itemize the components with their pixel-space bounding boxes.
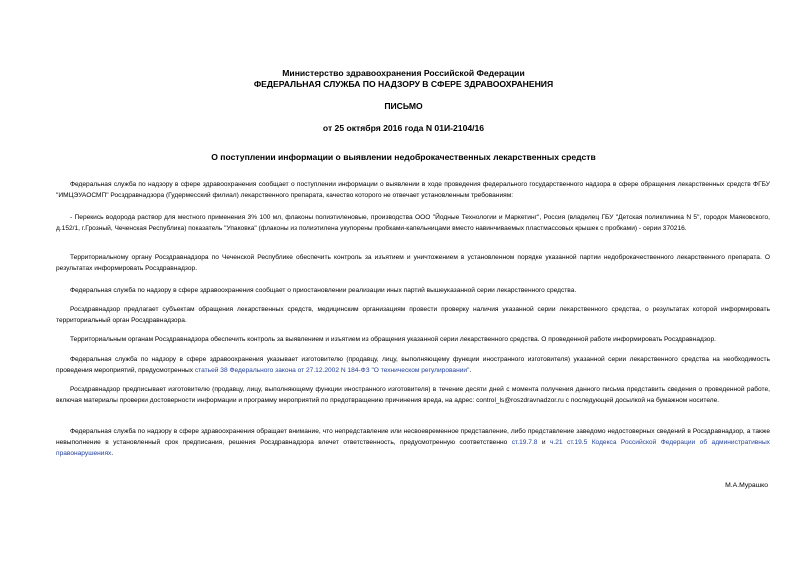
paragraph-9-text: Федеральная служба по надзору в сфере здравоохранения обращает внимание, что непредставление или несвоевременное представление, либо представление заведомо недостоверных сведений в Росздравнадзор, а также невыполнение в установленный срок предписания, решения Росздравнадзора влечет ответственность, предусмотренную соответственно xyxy=(56,428,770,446)
paragraph-7-end: . xyxy=(469,367,472,374)
ministry-name: Министерство здравоохранения Российской Федерации xyxy=(282,68,525,78)
paragraph-3: Территориальному органу Росздравнадзора по Чеченской Республике обеспечить контроль за изъятием и уничтожением в установленном порядке указанной партии недоброкачественного лекарственного препарата. О результатах информировать Росздравнадзор. xyxy=(56,254,770,272)
administrative-code-link[interactable]: ч.21 ст.19.5 Кодекса Российской Федерации об административных правонарушениях xyxy=(56,439,770,457)
paragraph-6: Территориальным органам Росздравнадзора обеспечить контроль за выявлением и изъятием из обращения указанной серии лекарственного средства. О проведенной работе информировать Росздравнадзор. xyxy=(70,336,716,343)
paragraph-4: Федеральная служба по надзору в сфере здравоохранения сообщает о приостановлении реализации иных партий вышеуказанной серии лекарственного средства. xyxy=(70,287,577,294)
paragraph-9 xyxy=(56,426,770,459)
paragraph-9-mid: и xyxy=(537,439,550,446)
document-subject: О поступлении информации о выявлении недоброкачественных лекарственных средств xyxy=(211,152,596,162)
paragraph-9-end: . xyxy=(111,450,114,457)
document-date-number: от 25 октября 2016 года N 01И-2104/16 xyxy=(322,123,485,133)
federal-law-184-link[interactable]: статьей 38 Федерального закона от 27.12.2002 N 184-ФЗ "О техническом регулировании" xyxy=(194,367,470,374)
paragraph-7 xyxy=(56,354,770,376)
paragraph-2: - Перекись водорода раствор для местного применения 3% 100 мл, флаконы полиэтиленовые, производства ООО "Йодные Технологии и Маркетинг", Россия (владелец ГБУ "Детская поликлиника N 5", городок Маяковского, д.152/1, г.Грозный, Чеченская Республика) показатель "Упаковка" (флаконы из полиэтилена укупорены пробками-капельницами вместо навинчиваемых пластмассовых крышек с пробками) - серии 370216. xyxy=(56,214,770,232)
document-type: ПИСЬМО xyxy=(384,101,423,111)
paragraph-8: Росздравнадзор предписывает изготовителю (продавцу, лицу, выполняющему функции иностранного изготовителя) в течение десяти дней с момента получения данного письма представить сведения о проведенной работе, включая материалы проверки достоверности информации и программу мероприятий по предотвращению причинения вреда, на адрес: control_ls@roszdravnadzor.ru с последующей досылкой на бумажном носителе. xyxy=(56,386,770,404)
signature: М.А.Мурашко xyxy=(725,482,768,489)
paragraph-5: Росздравнадзор предлагает субъектам обращения лекарственных средств, медицинским организациям провести проверку наличия указанной серии лекарственного средства, о результатах которой информировать территориальный орган Росздравнадзора. xyxy=(56,306,770,324)
paragraph-7-text: Федеральная служба по надзору в сфере здравоохранения указывает изготовителю (продавцу, лицу, выполняющему функции иностранного изготовителя) указанной серии лекарственного средства на необходимость проведения мероприятий, предусмотренных xyxy=(56,356,770,374)
service-name: ФЕДЕРАЛЬНАЯ СЛУЖБА ПО НАДЗОРУ В СФЕРЕ ЗДРАВООХРАНЕНИЯ xyxy=(253,79,554,89)
paragraph-1: Федеральная служба по надзору в сфере здравоохранения сообщает о поступлении информации о выявлении в ходе проведения федерального государственного надзора в сфере обращения лекарственных средств ФГБУ "ИМЦЭУАОСМП" Росздравнадзора (Гудермесский филиал) лекарственного препарата, качество которого не отвечает установленным требованиям: xyxy=(56,181,770,199)
article-19-7-8-link[interactable]: ст.19.7.8 xyxy=(511,439,538,446)
